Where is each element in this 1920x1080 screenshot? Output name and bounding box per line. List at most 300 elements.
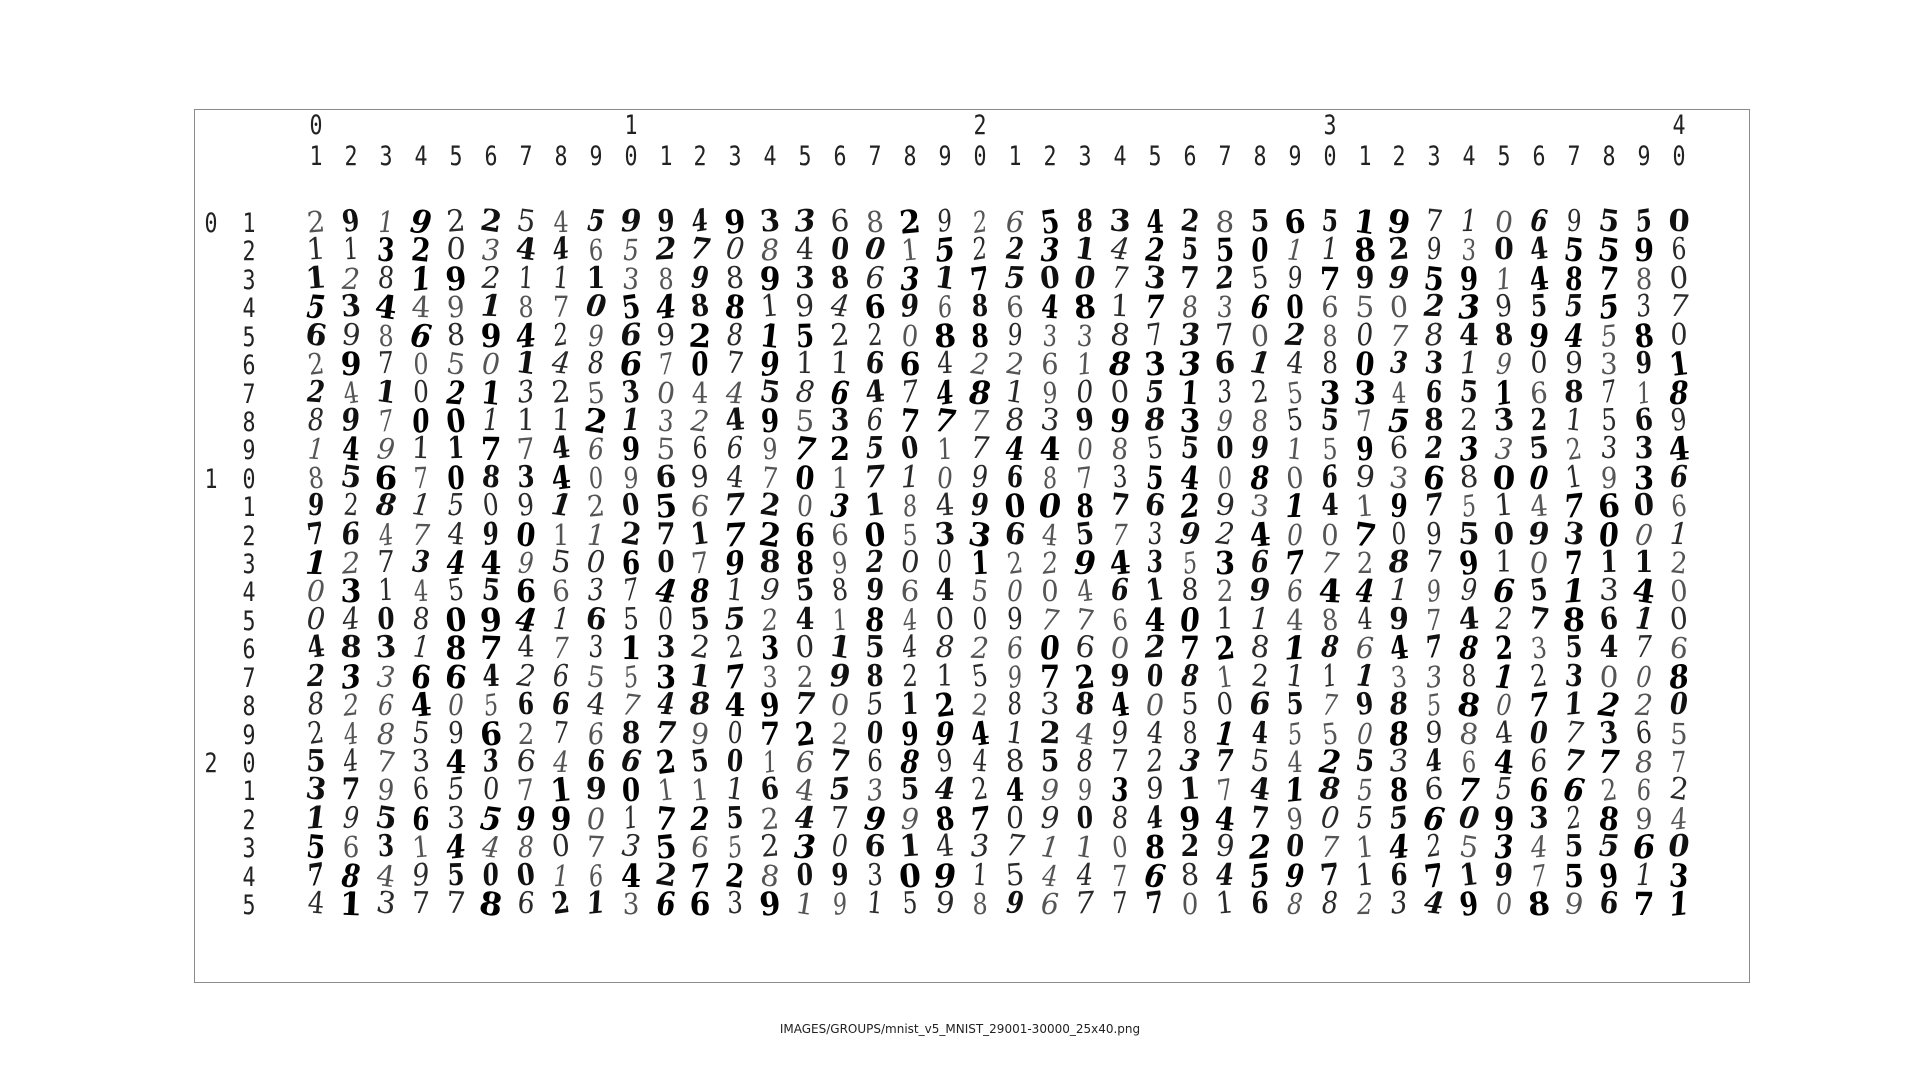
digit-cell: 8	[932, 315, 958, 356]
digit-cell: 7	[620, 572, 641, 610]
digit-cell: 8	[1564, 259, 1585, 299]
digit-cell: 1	[586, 517, 606, 552]
digit-cell: 2	[477, 202, 505, 241]
digit-cell: 7	[724, 345, 746, 382]
digit-cell: 3	[376, 828, 395, 865]
digit-cell: 3	[1214, 373, 1235, 411]
digit-cell: 3	[481, 233, 501, 268]
digit-cell: 7	[1074, 459, 1095, 496]
digit-cell: 9	[935, 714, 955, 753]
digit-cell: 8	[1179, 658, 1200, 695]
digit-cell: 1	[1494, 261, 1515, 297]
digit-cell: 6	[1529, 374, 1550, 411]
digit-cell: 9	[306, 487, 326, 524]
digit-cell: 6	[1354, 631, 1375, 666]
digit-cell: 7	[1423, 629, 1446, 667]
digit-cell: 6	[585, 857, 606, 894]
digit-cell: 7	[653, 798, 678, 839]
column-ones-label: 1	[309, 141, 323, 172]
digit-cell: 8	[864, 204, 886, 240]
digit-cell: 2	[550, 316, 571, 354]
row-ones-label: 8	[242, 691, 256, 723]
digit-cell: 6	[1528, 743, 1550, 780]
digit-cell: 0	[587, 460, 604, 496]
digit-cell: 0	[862, 514, 888, 555]
digit-cell: 3	[1563, 657, 1585, 695]
digit-cell: 6	[1250, 885, 1269, 922]
digit-cell: 0	[1635, 659, 1653, 695]
digit-cell: 2	[1460, 402, 1479, 439]
digit-cell: 7	[1214, 772, 1235, 809]
digit-cell: 1	[1282, 628, 1308, 668]
digit-cell: 9	[1426, 516, 1443, 552]
digit-cell: 3	[760, 629, 781, 668]
digit-cell: 7	[654, 715, 677, 751]
digit-cell: 7	[1320, 687, 1339, 723]
row-ones-label: 7	[242, 662, 256, 694]
digit-cell: 5	[1670, 716, 1688, 751]
column-ones-label: 5	[449, 141, 463, 172]
digit-cell: 8	[1179, 856, 1201, 894]
digit-cell: 9	[515, 799, 536, 838]
digit-cell: 4	[1247, 771, 1273, 809]
digit-cell: 8	[1666, 656, 1692, 697]
digit-cell: 9	[1355, 260, 1374, 296]
digit-cell: 4	[1286, 744, 1303, 780]
digit-cell: 2	[1530, 402, 1549, 439]
digit-cell: 8	[1457, 715, 1482, 752]
digit-cell: 1	[1214, 658, 1235, 695]
digit-cell: 8	[1321, 318, 1338, 353]
digit-cell: 7	[1563, 714, 1586, 752]
digit-cell: 5	[584, 658, 607, 695]
digit-cell: 5	[1004, 260, 1026, 297]
digit-cell: 3	[1492, 402, 1516, 439]
digit-cell: 3	[1214, 544, 1235, 583]
digit-cell: 1	[932, 259, 958, 298]
digit-cell: 2	[969, 687, 991, 723]
digit-cell: 7	[722, 514, 748, 555]
column-ones-label: 4	[1462, 141, 1476, 172]
digit-cell: 0	[1073, 260, 1097, 297]
digit-cell: 6	[829, 203, 851, 240]
digit-cell: 4	[1215, 857, 1234, 893]
digit-cell: 3	[338, 656, 363, 697]
digit-cell: 1	[1039, 829, 1061, 866]
digit-cell: 0	[1492, 458, 1517, 498]
digit-cell: 6	[410, 771, 431, 809]
digit-cell: 4	[552, 744, 569, 780]
column-ones-label: 8	[1253, 141, 1267, 172]
digit-cell: 8	[1249, 458, 1270, 497]
digit-cell: 2	[585, 488, 606, 524]
digit-cell: 6	[899, 344, 921, 384]
digit-cell: 9	[1457, 542, 1482, 584]
digit-cell: 7	[1072, 601, 1097, 639]
digit-cell: 5	[1320, 203, 1339, 240]
digit-cell: 8	[899, 742, 921, 782]
digit-cell: 8	[724, 260, 746, 297]
digit-cell: 4	[1212, 798, 1237, 839]
digit-cell: 3	[656, 630, 675, 666]
digit-cell: 3	[829, 486, 851, 526]
digit-cell: 7	[1144, 316, 1165, 354]
digit-cell: 4	[934, 487, 956, 524]
digit-cell: 3	[1634, 431, 1654, 467]
digit-cell: 9	[1177, 798, 1202, 839]
digit-cell: 2	[581, 400, 610, 442]
digit-cell: 1	[1003, 714, 1027, 752]
digit-cell: 8	[1181, 573, 1199, 609]
digit-cell: 2	[618, 515, 644, 553]
digit-cell: 5	[757, 373, 784, 411]
digit-cell: 9	[1040, 773, 1060, 808]
digit-cell: 1	[793, 885, 818, 923]
digit-cell: 6	[1004, 630, 1026, 667]
digit-cell: 4	[936, 345, 954, 382]
digit-cell: 5	[828, 771, 852, 809]
digit-cell: 3	[376, 230, 396, 270]
digit-cell: 1	[1285, 232, 1304, 268]
digit-cell: 2	[1634, 687, 1654, 723]
digit-cell: 9	[341, 800, 361, 837]
digit-cell: 2	[305, 204, 327, 240]
digit-cell: 6	[1421, 798, 1448, 839]
digit-cell: 3	[1108, 203, 1132, 240]
digit-cell: 1	[759, 288, 781, 326]
digit-cell: 0	[1529, 715, 1549, 751]
digit-cell: 9	[1388, 260, 1411, 297]
digit-cell: 8	[1352, 230, 1377, 271]
digit-cell: 1	[687, 657, 714, 696]
digit-cell: 2	[1213, 515, 1236, 553]
digit-cell: 4	[341, 715, 361, 752]
digit-cell: 9	[759, 572, 782, 610]
digit-cell: 5	[1319, 402, 1341, 439]
digit-cell: 4	[1356, 601, 1373, 638]
digit-cell: 9	[1177, 515, 1202, 553]
digit-cell: 4	[1144, 600, 1166, 640]
column-ones-label: 9	[589, 141, 603, 172]
digit-cell: 5	[304, 827, 328, 868]
digit-cell: 2	[1564, 431, 1585, 468]
digit-cell: 2	[340, 545, 362, 581]
digit-cell: 1	[1214, 713, 1236, 754]
digit-cell: 8	[445, 629, 467, 668]
digit-cell: 4	[513, 231, 539, 269]
digit-cell: 5	[1247, 742, 1272, 781]
digit-cell: 7	[1597, 742, 1621, 782]
digit-cell: 8	[1072, 287, 1098, 328]
digit-cell: 4	[1178, 457, 1202, 498]
digit-cell: 4	[899, 629, 921, 667]
digit-cell: 3	[1634, 458, 1655, 497]
digit-cell: 5	[1458, 373, 1480, 411]
digit-cell: 7	[412, 460, 429, 496]
digit-cell: 9	[1495, 346, 1514, 382]
digit-cell: 3	[1457, 429, 1482, 470]
digit-cell: 8	[410, 601, 432, 638]
digit-cell: 8	[1321, 885, 1339, 922]
digit-cell: 1	[971, 857, 989, 894]
row-ones-label: 8	[242, 406, 256, 438]
digit-cell: 1	[724, 572, 746, 610]
digit-cell: 2	[759, 828, 782, 865]
digit-cell: 1	[1282, 770, 1307, 811]
row-ones-label: 9	[242, 435, 256, 467]
digit-cell: 3	[1389, 345, 1410, 382]
digit-cell: 7	[970, 403, 990, 439]
digit-cell: 2	[1495, 601, 1514, 638]
digit-cell: 2	[480, 260, 501, 297]
digit-cell: 6	[620, 543, 641, 583]
digit-cell: 7	[898, 401, 922, 441]
digit-cell: 0	[1037, 486, 1063, 526]
digit-cell: 5	[585, 203, 606, 240]
digit-cell: 1	[446, 430, 465, 467]
digit-cell: 5	[445, 572, 466, 610]
digit-cell: 9	[900, 801, 920, 837]
digit-cell: 1	[1634, 545, 1654, 581]
row-ones-label: 9	[242, 719, 256, 751]
digit-cell: 0	[1530, 346, 1548, 382]
digit-cell: 4	[306, 885, 326, 922]
digit-cell: 7	[1110, 260, 1130, 297]
digit-cell: 5	[622, 233, 639, 268]
digit-cell: 6	[655, 884, 676, 924]
digit-cell: 5	[1387, 401, 1411, 441]
digit-cell: 0	[480, 771, 501, 809]
digit-cell: 8	[517, 290, 534, 325]
digit-cell: 5	[900, 772, 920, 808]
digit-cell: 2	[830, 430, 851, 469]
digit-cell: 3	[655, 403, 675, 439]
digit-cell: 4	[1599, 630, 1619, 666]
digit-cell: 9	[1527, 515, 1551, 553]
digit-cell: 1	[899, 232, 921, 269]
digit-cell: 6	[863, 345, 887, 383]
digit-cell: 7	[619, 687, 642, 724]
digit-cell: 4	[1247, 514, 1272, 555]
digit-cell: 0	[443, 400, 468, 441]
digit-cell: 4	[1320, 487, 1339, 524]
digit-cell: 6	[1633, 714, 1655, 752]
digit-cell: 2	[1039, 545, 1061, 581]
digit-cell: 6	[1282, 202, 1307, 242]
digit-cell: 0	[934, 544, 956, 581]
digit-cell: 5	[725, 829, 746, 866]
digit-cell: 4	[934, 772, 956, 808]
digit-cell: 9	[1212, 486, 1238, 525]
digit-cell: 5	[1388, 799, 1411, 837]
digit-cell: 8	[1455, 684, 1484, 726]
digit-cell: 5	[1356, 800, 1373, 836]
digit-cell: 2	[724, 855, 747, 896]
digit-cell: 7	[1350, 514, 1379, 556]
digit-cell: 1	[1635, 857, 1653, 893]
digit-cell: 1	[1178, 771, 1202, 809]
digit-cell: 6	[795, 515, 816, 554]
digit-cell: 2	[969, 346, 991, 383]
digit-cell: 1	[1214, 885, 1236, 922]
digit-cell: 5	[1527, 430, 1551, 468]
digit-cell: 9	[1076, 772, 1094, 808]
digit-cell: 5	[1564, 289, 1584, 325]
digit-cell: 3	[758, 203, 782, 240]
digit-cell: 7	[967, 798, 993, 839]
digit-cell: 9	[1284, 800, 1305, 837]
digit-cell: 2	[865, 544, 885, 581]
digit-cell: 8	[1144, 828, 1165, 867]
digit-cell: 0	[898, 543, 922, 582]
digit-cell: 1	[760, 744, 781, 780]
digit-cell: 5	[689, 742, 712, 781]
image-caption: IMAGES/GROUPS/mnist_v5_MNIST_29001-30000_25x40.png	[779, 1022, 1141, 1036]
digit-cell: 9	[622, 460, 639, 495]
digit-cell: 7	[1111, 885, 1129, 922]
digit-cell: 6	[1632, 401, 1656, 439]
digit-cell: 3	[1461, 232, 1478, 268]
digit-cell: 0	[1355, 716, 1374, 752]
digit-cell: 7	[1562, 742, 1587, 781]
digit-cell: 8	[866, 658, 885, 694]
digit-cell: 1	[552, 517, 569, 552]
digit-cell: 9	[898, 288, 922, 326]
digit-cell: 7	[1526, 600, 1552, 639]
digit-cell: 2	[1668, 545, 1690, 581]
digit-cell: 3	[1388, 885, 1410, 922]
digit-cell: 9	[339, 316, 363, 354]
digit-cell: 2	[1316, 741, 1343, 783]
digit-cell: 4	[1076, 857, 1094, 893]
digit-cell: 6	[585, 715, 606, 752]
digit-cell: 4	[552, 204, 569, 240]
digit-cell: 1	[1600, 544, 1619, 581]
digit-cell: 1	[552, 858, 569, 893]
digit-cell: 8	[376, 716, 396, 751]
digit-cell: 3	[1109, 770, 1130, 810]
digit-cell: 6	[829, 372, 851, 413]
digit-cell: 7	[1179, 629, 1200, 668]
digit-cell: 1	[1109, 288, 1131, 325]
row-ones-label: 4	[242, 293, 256, 325]
digit-cell: 5	[305, 743, 327, 780]
digit-cell: 7	[1318, 259, 1341, 298]
digit-cell: 3	[1146, 516, 1164, 553]
digit-cell: 5	[1598, 828, 1620, 865]
digit-cell: 7	[304, 515, 327, 553]
digit-cell: 6	[410, 799, 431, 839]
digit-cell: 5	[1564, 856, 1585, 895]
row-tens-label: 0	[204, 208, 218, 239]
digit-cell: 3	[1142, 344, 1167, 384]
digit-cell: 3	[374, 629, 398, 667]
digit-cell: 3	[587, 629, 605, 666]
digit-cell: 8	[1143, 402, 1167, 439]
digit-cell: 0	[412, 346, 429, 382]
digit-cell: 0	[654, 374, 677, 411]
digit-cell: 1	[1284, 487, 1305, 526]
digit-cell: 0	[1002, 486, 1028, 527]
digit-cell: 9	[723, 202, 748, 242]
digit-cell: 9	[1564, 345, 1584, 382]
digit-cell: 0	[480, 487, 501, 525]
digit-cell: 9	[1213, 828, 1237, 866]
digit-cell: 8	[971, 886, 989, 922]
digit-cell: 7	[1319, 829, 1340, 865]
digit-cell: 4	[372, 286, 400, 328]
digit-cell: 1	[410, 829, 432, 865]
digit-cell: 5	[620, 658, 641, 695]
digit-cell: 6	[1461, 744, 1478, 780]
digit-cell: 3	[446, 800, 466, 836]
column-ones-label: 4	[414, 141, 428, 172]
digit-cell: 4	[794, 800, 817, 837]
digit-cell: 3	[1247, 487, 1272, 525]
digit-cell: 5	[1562, 230, 1587, 271]
digit-cell: 3	[1494, 828, 1515, 867]
digit-cell: 6	[1597, 600, 1621, 638]
digit-cell: 0	[1492, 515, 1516, 553]
column-ones-label: 2	[693, 141, 707, 172]
digit-cell: 4	[1145, 714, 1165, 752]
digit-cell: 9	[1073, 543, 1097, 583]
digit-cell: 0	[1074, 373, 1096, 411]
digit-cell: 0	[1353, 316, 1375, 354]
digit-cell: 5	[1145, 374, 1165, 410]
digit-cell: 5	[655, 431, 676, 467]
digit-cell: 2	[1005, 231, 1025, 269]
digit-cell: 2	[1425, 431, 1444, 467]
digit-cell: 4	[1074, 573, 1095, 610]
digit-cell: 1	[373, 373, 399, 411]
digit-cell: 9	[933, 884, 957, 923]
digit-cell: 4	[1317, 571, 1342, 611]
digit-cell: 0	[795, 488, 815, 524]
digit-cell: 3	[1040, 231, 1060, 270]
digit-cell: 0	[550, 828, 572, 866]
digit-cell: 9	[1146, 772, 1164, 808]
digit-cell: 4	[796, 232, 815, 268]
digit-cell: 9	[1565, 203, 1583, 240]
digit-cell: 5	[969, 573, 991, 610]
column-ones-label: 8	[554, 141, 568, 172]
digit-cell: 7	[1215, 743, 1234, 780]
digit-cell: 9	[443, 258, 468, 299]
digit-cell: 1	[1351, 201, 1378, 243]
column-ones-label: 9	[938, 141, 952, 172]
digit-cell: 4	[1387, 827, 1412, 868]
digit-cell: 4	[1072, 715, 1097, 752]
digit-cell: 4	[1250, 715, 1269, 752]
digit-cell: 1	[1353, 856, 1376, 894]
digit-cell: 6	[1635, 772, 1653, 808]
digit-cell: 7	[1249, 800, 1271, 837]
digit-cell: 8	[1561, 600, 1587, 640]
digit-cell: 4	[829, 288, 852, 326]
digit-cell: 8	[306, 459, 326, 496]
digit-cell: 9	[340, 344, 362, 384]
digit-cell: 1	[690, 772, 711, 809]
digit-cell: 8	[1074, 202, 1096, 241]
digit-cell: 3	[1529, 630, 1550, 667]
digit-cell: 7	[1108, 487, 1132, 525]
digit-cell: 9	[479, 515, 502, 553]
digit-cell: 4	[412, 574, 429, 609]
digit-cell: 2	[1143, 629, 1167, 666]
digit-cell: 5	[865, 630, 886, 666]
digit-cell: 7	[1074, 885, 1096, 922]
